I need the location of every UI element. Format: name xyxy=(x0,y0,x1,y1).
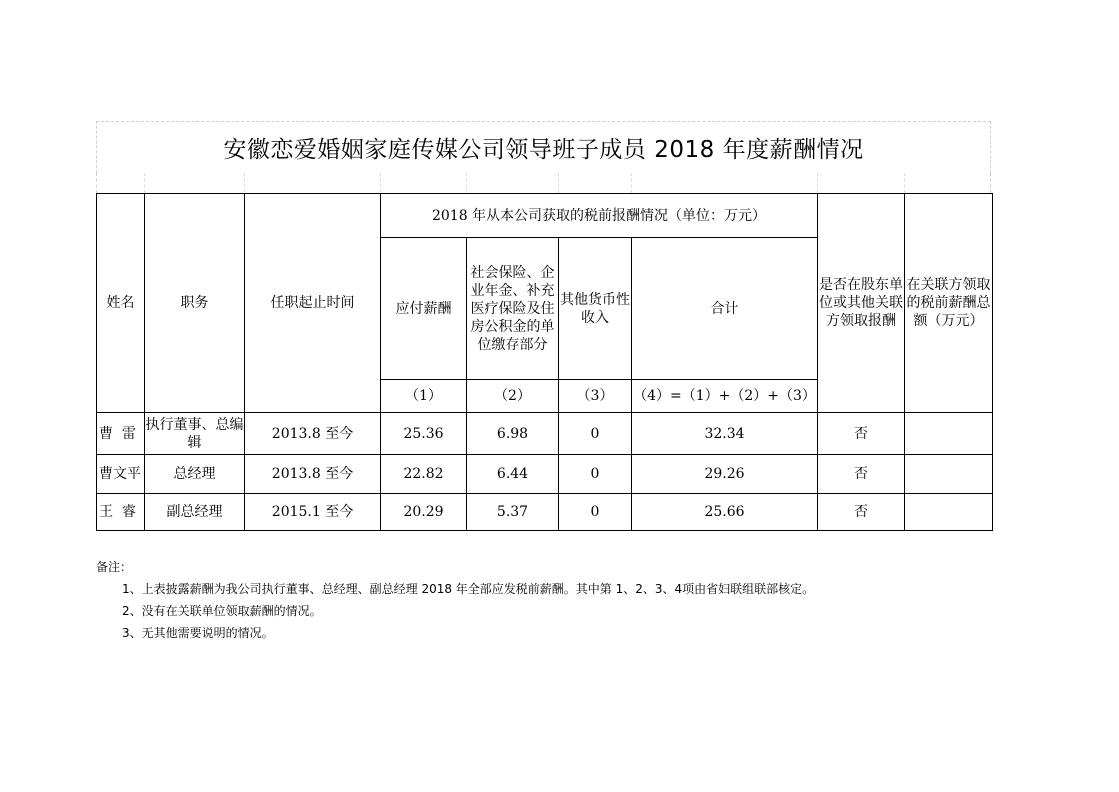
header-related-party: 在关联方领取的税前薪酬总额（万元） xyxy=(905,194,993,413)
cell-other-income: 0 xyxy=(559,494,632,531)
cell-insurance: 5.37 xyxy=(467,494,559,531)
cell-position: 执行董事、总编辑 xyxy=(145,413,245,455)
cell-name: 王 睿 xyxy=(97,494,145,531)
cell-total: 25.66 xyxy=(632,494,818,531)
spacer-row xyxy=(96,173,991,193)
cell-related-party xyxy=(905,494,993,531)
header-col1: （1） xyxy=(381,380,467,413)
cell-name: 曹文平 xyxy=(97,455,145,494)
note-item: 2、没有在关联单位领取薪酬的情况。 xyxy=(122,604,322,618)
cell-name: 曹 雷 xyxy=(97,413,145,455)
header-other-income: 其他货币性收入 xyxy=(559,238,632,380)
notes xyxy=(96,556,814,644)
cell-term: 2013.8 至今 xyxy=(245,413,381,455)
header-salary: 应付薪酬 xyxy=(381,238,467,380)
salary-table xyxy=(96,193,993,531)
cell-insurance: 6.98 xyxy=(467,413,559,455)
cell-shareholder: 否 xyxy=(818,455,905,494)
cell-salary: 20.29 xyxy=(381,494,467,531)
cell-salary: 25.36 xyxy=(381,413,467,455)
header-compensation-group: 2018 年从本公司获取的税前报酬情况（单位：万元） xyxy=(381,194,818,238)
header-col2: （2） xyxy=(467,380,559,413)
cell-shareholder: 否 xyxy=(818,413,905,455)
table-row xyxy=(97,455,993,494)
header-col4: （4）=（1）+（2）+（3） xyxy=(632,380,818,413)
header-insurance: 社会保险、企业年金、补充医疗保险及住房公积金的单位缴存部分 xyxy=(467,238,559,380)
header-col3: （3） xyxy=(559,380,632,413)
header-name: 姓名 xyxy=(97,194,145,413)
cell-shareholder: 否 xyxy=(818,494,905,531)
cell-position: 副总经理 xyxy=(145,494,245,531)
cell-other-income: 0 xyxy=(559,455,632,494)
cell-insurance: 6.44 xyxy=(467,455,559,494)
page-title: 安徽恋爱婚姻家庭传媒公司领导班子成员 2018 年度薪酬情况 xyxy=(223,137,864,163)
note-item: 1、上表披露薪酬为我公司执行董事、总经理、副总经理 2018 年全部应发税前薪酬。其中第 1、2、3、4项由省妇联组联部核定。 xyxy=(122,582,815,596)
title-box xyxy=(96,121,991,173)
cell-term: 2013.8 至今 xyxy=(245,455,381,494)
cell-total: 32.34 xyxy=(632,413,818,455)
table-row xyxy=(97,494,993,531)
cell-position: 总经理 xyxy=(145,455,245,494)
cell-other-income: 0 xyxy=(559,413,632,455)
header-position: 职务 xyxy=(145,194,245,413)
header-shareholder: 是否在股东单位或其他关联方领取报酬 xyxy=(818,194,905,413)
cell-total: 29.26 xyxy=(632,455,818,494)
header-total: 合计 xyxy=(632,238,818,380)
table-row xyxy=(97,413,993,455)
cell-related-party xyxy=(905,413,993,455)
notes-heading: 备注： xyxy=(96,560,133,574)
cell-related-party xyxy=(905,455,993,494)
note-item: 3、无其他需要说明的情况。 xyxy=(122,626,274,640)
cell-term: 2015.1 至今 xyxy=(245,494,381,531)
cell-salary: 22.82 xyxy=(381,455,467,494)
header-term: 任职起止时间 xyxy=(245,194,381,413)
